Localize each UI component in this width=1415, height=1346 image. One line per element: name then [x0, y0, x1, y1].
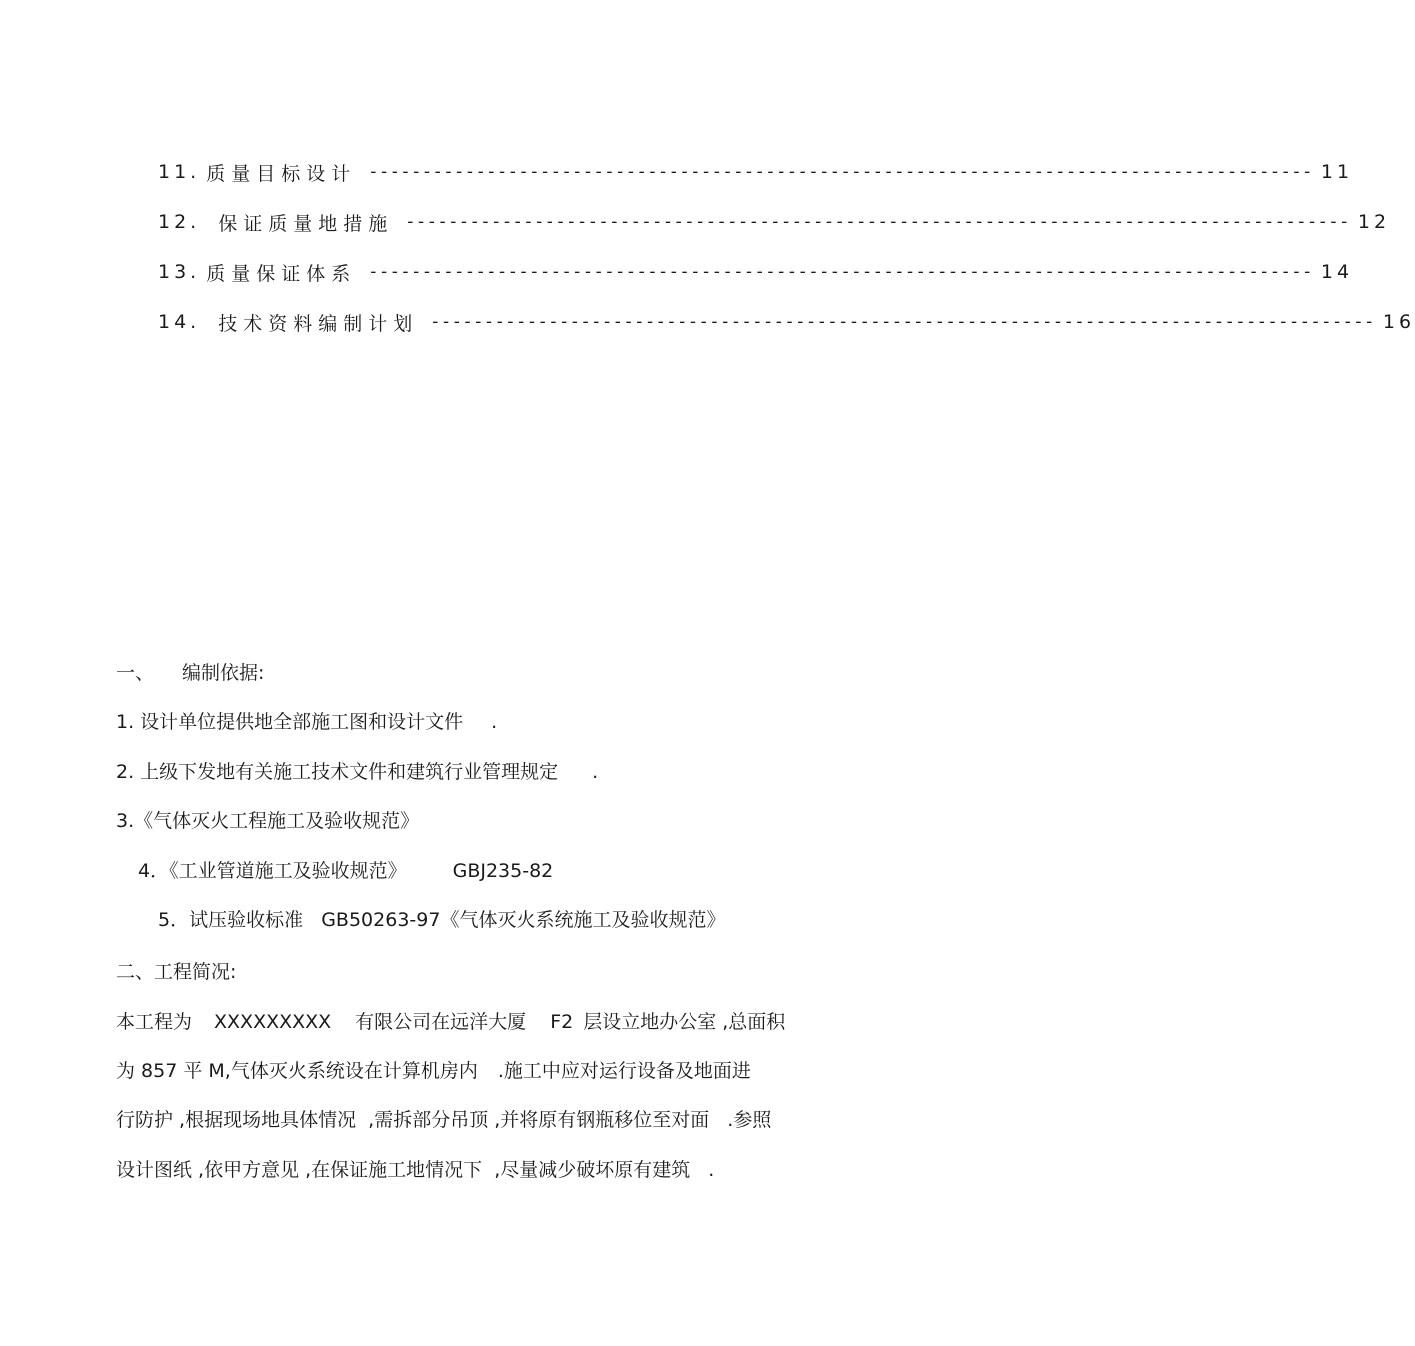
toc-entry: [158, 308, 1415, 336]
paragraph-text: 设计图纸 ,依甲方意见 ,在保证施工地情况下 ,尽量减少破坏原有建筑: [116, 1159, 691, 1181]
toc-entry: [158, 258, 1354, 286]
toc-title: 质量保证体系: [206, 262, 357, 285]
toc-number: 13.: [158, 261, 201, 283]
list-item-text: 4．《工业管道施工及验收规范》: [138, 860, 407, 882]
toc-page-number: 16: [1382, 311, 1415, 333]
paragraph-text: 层设立地办公室 ,总面积: [583, 1011, 786, 1033]
toc-title: 技术资料编制计划: [206, 312, 419, 335]
paragraph-line: [116, 1056, 751, 1086]
paragraph-text: 行防护 ,根据现场地具体情况 ,需拆部分吊顶 ,并将原有钢瓶移位至对面: [116, 1109, 710, 1131]
paragraph-text: 本工程为: [116, 1011, 193, 1033]
list-item-text: 2. 上级下发地有关施工技术文件和建筑行业管理规定: [116, 761, 559, 783]
toc-page-number: 12: [1357, 211, 1391, 233]
section-heading: [116, 658, 264, 688]
list-item-text: 1. 设计单位提供地全部施工图和设计文件: [116, 711, 464, 733]
toc-number: 11.: [158, 161, 201, 183]
toc-leader: ----------------------------------------------------------------------------------------: [432, 312, 1377, 332]
paragraph-text: 为 857 平 M,气体灭火系统设在计算机房内: [116, 1060, 478, 1082]
toc-page-number: 14: [1320, 261, 1354, 283]
paragraph-line: [116, 1105, 771, 1135]
list-item-code: GBJ235-82: [452, 860, 554, 882]
toc-number: 12.: [158, 211, 201, 233]
section-number: 一、: [116, 662, 155, 684]
company-name: XXXXXXXXX: [214, 1011, 332, 1033]
list-item: [116, 707, 497, 737]
paragraph-line: [116, 1007, 785, 1037]
paragraph-text: .施工中应对运行设备及地面进: [497, 1060, 751, 1082]
list-item: [116, 757, 598, 787]
list-item-text: 5．试压验收标准 GB50263-97《气体灭火系统施工及验收规范》: [158, 909, 726, 931]
list-item: [116, 806, 419, 836]
paragraph-line: [116, 1155, 714, 1185]
toc-page-number: 11: [1320, 161, 1354, 183]
toc-title: 保证质量地措施: [206, 212, 394, 235]
floor-label: F2: [550, 1011, 574, 1033]
toc-number: 14.: [158, 311, 201, 333]
paragraph-text: 有限公司在远洋大厦: [355, 1011, 527, 1033]
toc-title: 质量目标设计: [206, 162, 357, 185]
toc-leader: ----------------------------------------------------------------------------------------: [370, 162, 1315, 182]
list-item-period: .: [491, 711, 498, 733]
list-item-text: 3.《气体灭火工程施工及验收规范》: [116, 810, 420, 832]
section-heading: [116, 957, 236, 987]
toc-leader: ----------------------------------------------------------------------------------------: [370, 262, 1315, 282]
section-title: 二、工程简况:: [116, 961, 237, 983]
toc-leader: ----------------------------------------------------------------------------------------: [407, 212, 1352, 232]
section-title: 编制依据:: [182, 662, 265, 684]
list-item: [158, 905, 725, 935]
list-item: [138, 856, 553, 886]
list-item-period: .: [592, 761, 599, 783]
paragraph-text: .参照: [727, 1109, 772, 1131]
toc-entry: [158, 208, 1391, 236]
toc-entry: [158, 158, 1354, 186]
paragraph-text: .: [708, 1159, 715, 1181]
